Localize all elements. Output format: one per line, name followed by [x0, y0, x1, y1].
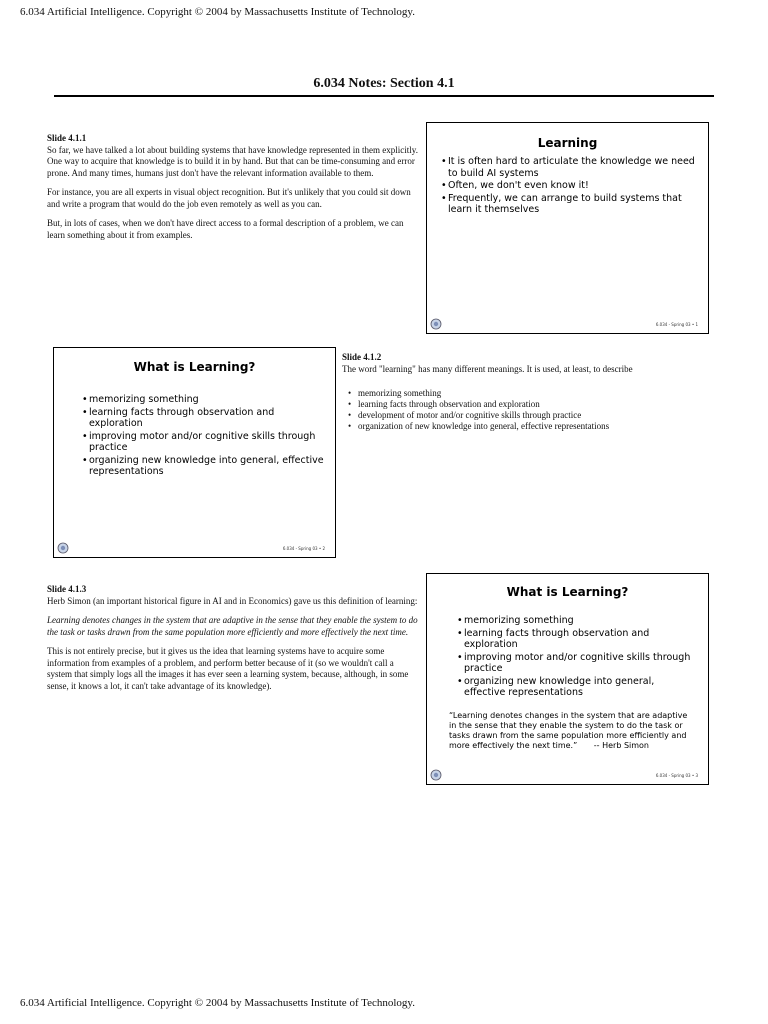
notes-paragraph: Herb Simon (an important historical figure in AI and in Economics) gave us this definition of learning: [47, 595, 418, 606]
page-footer: 6.034 Artificial Intelligence. Copyright © 2004 by Massachusetts Institute of Technology. [20, 997, 415, 1009]
notes-bullet: • organization of new knowledge into general, effective representations [352, 421, 702, 432]
slide-label: Slide 4.1.3 [47, 584, 87, 594]
notes-slide-4-1-3 [47, 584, 419, 700]
slide-bullet: • learning facts through observation and exploration [82, 407, 325, 430]
slide-label: Slide 4.1.2 [342, 352, 382, 362]
notes-bullet: • learning facts through observation and exploration [352, 399, 702, 410]
slide-bullet: • It is often hard to articulate the knowledge we need to build AI systems [441, 156, 700, 179]
slide-image-2 [53, 347, 336, 558]
slide-bullet: • memorizing something [457, 615, 698, 627]
notes-quote: Learning denotes changes in the system that are adaptive in the sense that they enable the system to do the task or tasks drawn from the same population more efficiently and more effectively the next time. [47, 615, 418, 637]
notes-slide-4-1-1 [47, 133, 419, 249]
slide-quote-attribution: -- Herb Simon [593, 740, 650, 750]
page-header: 6.034 Artificial Intelligence. Copyright © 2004 by Massachusetts Institute of Technology. [20, 6, 415, 18]
notes-bullet: • development of motor and/or cognitive skills through practice [352, 410, 702, 421]
slide-title: What is Learning? [506, 585, 629, 599]
slide-bullet-list [457, 615, 698, 699]
slide-quote [449, 711, 696, 751]
notes-paragraph: So far, we have talked a lot about building systems that have knowledge represented in them explicitly. One way to acquire that knowledge is to build it in by hand. But that can be time-consuming and error prone. And many times, humans just don't have the relevant information available to them. [47, 144, 418, 178]
notes-bullet-list [342, 388, 702, 432]
slide-label: Slide 4.1.1 [47, 133, 87, 143]
slide-image-1 [426, 122, 709, 334]
slide-footer: 6.034 - Spring 03 • 2 [282, 546, 325, 551]
mit-logo-icon [430, 769, 442, 781]
slide-bullet: • organizing new knowledge into general, effective representations [457, 676, 698, 699]
page-title: 6.034 Notes: Section 4.1 [313, 76, 455, 91]
slide-bullet: • improving motor and/or cognitive skills through practice [82, 431, 325, 454]
slide-bullet: • Frequently, we can arrange to build systems that learn it themselves [441, 193, 700, 216]
slide-image-3 [426, 573, 709, 785]
slide-footer: 6.034 - Spring 03 • 3 [655, 773, 698, 778]
slide-bullet: • Often, we don't even know it! [441, 180, 700, 192]
notes-paragraph: But, in lots of cases, when we don't have direct access to a formal description of a problem, we can learn something about it from examples. [47, 218, 404, 240]
slide-bullet-list [82, 394, 325, 478]
notes-bullet: • memorizing something [352, 388, 702, 399]
slide-bullet: • memorizing something [82, 394, 325, 406]
title-divider [54, 95, 714, 97]
notes-paragraph: This is not entirely precise, but it gives us the idea that learning systems have to acquire some information from examples of a problem, and perform better because of it (so we wouldn't call a system that simply logs all the images it has ever seen a learning system, because, although, in some sense, it knows a lot, it can't take advantage of its knowledge). [47, 646, 409, 691]
notes-slide-4-1-2 [342, 352, 702, 432]
notes-paragraph: For instance, you are all experts in visual object recognition. But it's unlikely that you could sit down and write a program that would do the job even remotely as well as you can. [47, 187, 411, 209]
slide-title: Learning [537, 136, 598, 150]
slide-footer: 6.034 - Spring 03 • 1 [655, 322, 698, 327]
mit-logo-icon [430, 318, 442, 330]
mit-logo-icon [57, 542, 69, 554]
notes-paragraph: The word "learning" has many different meanings. It is used, at least, to describe [342, 363, 633, 374]
slide-bullet: • improving motor and/or cognitive skills through practice [457, 652, 698, 675]
slide-bullet: • learning facts through observation and exploration [457, 628, 698, 651]
slide-title: What is Learning? [133, 360, 256, 374]
slide-quote-text: “Learning denotes changes in the system that are adaptive in the sense that they enable the system to do the task or tasks drawn from the same population more efficiently and more effectively the next time.” [449, 710, 688, 750]
slide-bullet-list [441, 156, 700, 216]
slide-bullet: • organizing new knowledge into general, effective representations [82, 455, 325, 478]
